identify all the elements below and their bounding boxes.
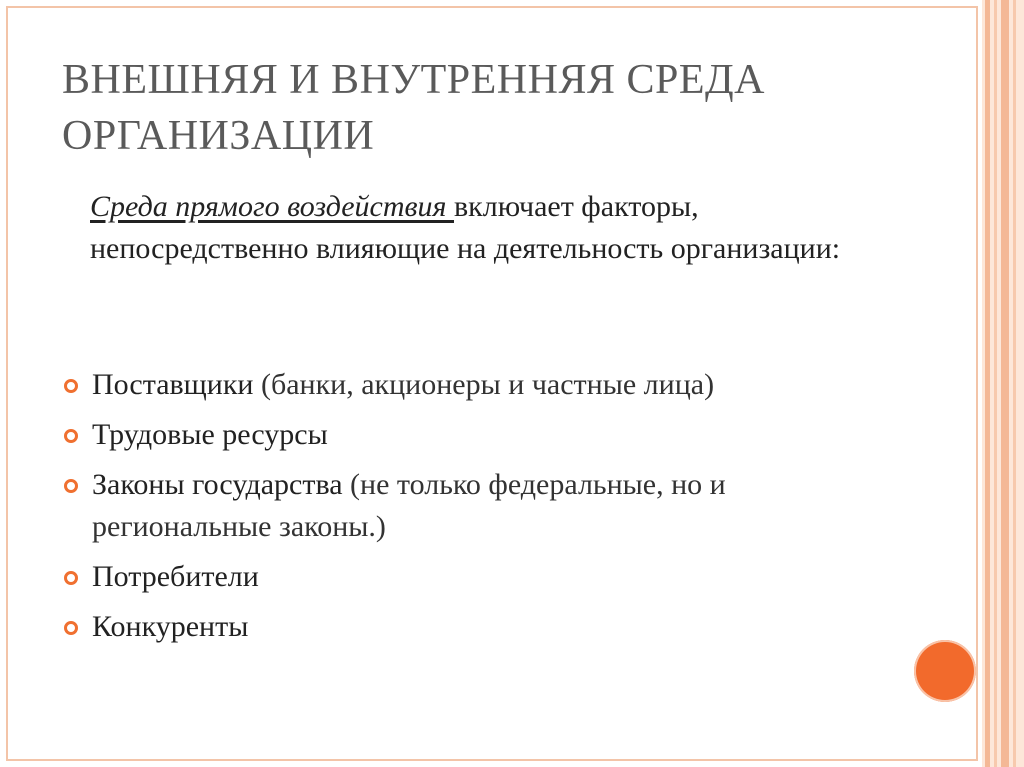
slide-title — [62, 52, 862, 164]
list-item — [62, 364, 902, 406]
title-line-2: ОРГАНИЗАЦИИ — [62, 113, 375, 159]
bullet-circle-icon — [64, 379, 78, 393]
intro-emphasis: Среда прямого воздействия — [90, 190, 454, 223]
intro-text: включает факторы, непосредственно влияющие на деятельность организации: — [90, 190, 841, 265]
bullet-list — [62, 364, 902, 656]
bullet-main: Поставщики — [92, 368, 254, 401]
bullet-circle-icon — [64, 621, 78, 635]
decorative-circle — [914, 640, 976, 702]
bullet-circle-icon — [64, 479, 78, 493]
stripe — [1013, 0, 1016, 767]
decorative-stripes — [982, 0, 1024, 767]
list-item — [62, 464, 902, 548]
bullet-main: Законы государства — [92, 468, 343, 501]
intro-paragraph — [90, 186, 910, 270]
title-line-1: ВНЕШНЯЯ И ВНУТРЕННЯЯ СРЕДА — [62, 57, 766, 103]
list-item — [62, 606, 902, 648]
list-item — [62, 556, 902, 598]
bullet-circle-icon — [64, 429, 78, 443]
bullet-main: Конкуренты — [92, 610, 249, 643]
bullet-note: (не только федеральные, но и региональные законы.) — [92, 468, 726, 543]
bullet-main: Трудовые ресурсы — [92, 418, 328, 451]
stripe — [1001, 0, 1009, 767]
bullet-note: (банки, акционеры и частные лица) — [253, 368, 715, 401]
stripe — [985, 0, 990, 767]
stripe — [994, 0, 997, 767]
list-item — [62, 414, 902, 456]
bullet-circle-icon — [64, 571, 78, 585]
bullet-main: Потребители — [92, 560, 259, 593]
